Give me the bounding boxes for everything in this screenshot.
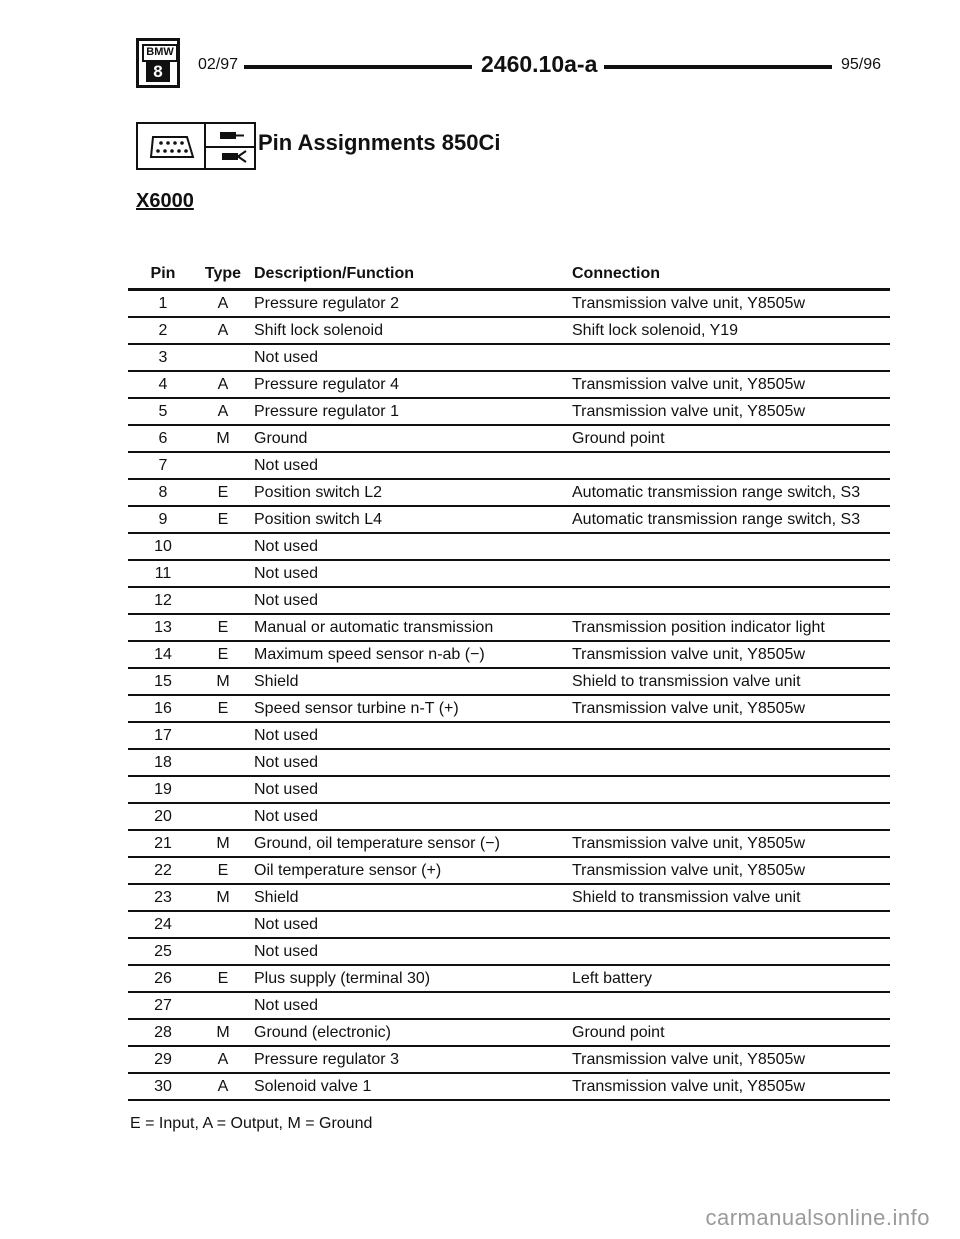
cell-type: E [217, 700, 229, 717]
cell-pin: 9 [158, 511, 168, 528]
cell-pin: 23 [154, 889, 172, 906]
cell-description: Not used [254, 349, 319, 366]
cell-connection: Shield to transmission valve unit [572, 889, 801, 906]
cell-description: Plus supply (terminal 30) [254, 970, 431, 987]
cell-description: Shield [254, 673, 299, 690]
cell-type: A [217, 403, 229, 420]
cell-connection: Ground point [572, 430, 665, 447]
cell-description: Shift lock solenoid [254, 322, 383, 339]
cell-connection: Automatic transmission range switch, S3 [572, 511, 861, 528]
cell-connection: Transmission valve unit, Y8505w [572, 646, 805, 663]
cell-pin: 10 [154, 538, 172, 555]
table-row [128, 696, 890, 723]
table-row [128, 912, 890, 939]
cell-pin: 7 [158, 457, 168, 474]
cell-pin: 24 [154, 916, 172, 933]
cell-type: M [216, 430, 230, 447]
cell-description: Not used [254, 727, 319, 744]
table-row [128, 993, 890, 1020]
table-row [128, 966, 890, 993]
table-row [128, 318, 890, 345]
cell-description: Pressure regulator 3 [254, 1051, 399, 1068]
table-row [128, 642, 890, 669]
cell-pin: 26 [154, 970, 172, 987]
table-row [128, 939, 890, 966]
cell-pin: 21 [154, 835, 172, 852]
cell-pin: 14 [154, 646, 172, 663]
cell-connection: Transmission valve unit, Y8505w [572, 700, 805, 717]
cell-description: Not used [254, 754, 319, 771]
cell-description: Ground [254, 430, 308, 447]
table-row [128, 777, 890, 804]
table-header [128, 262, 890, 291]
cell-description: Not used [254, 565, 319, 582]
cell-pin: 3 [158, 349, 168, 366]
cell-description: Ground (electronic) [254, 1024, 391, 1041]
cell-type: M [216, 889, 230, 906]
cell-pin: 28 [154, 1024, 172, 1041]
bmw-8-series-logo [136, 38, 180, 88]
cell-pin: 11 [154, 565, 172, 582]
cell-connection: Transmission valve unit, Y8505w [572, 1078, 805, 1095]
cell-pin: 17 [154, 727, 172, 744]
table-row [128, 453, 890, 480]
cell-pin: 6 [158, 430, 168, 447]
cell-connection: Left battery [572, 970, 653, 987]
model-years: 95/96 [840, 56, 881, 73]
cell-description: Pressure regulator 1 [254, 403, 399, 420]
cell-pin: 1 [158, 295, 168, 312]
table-row [128, 831, 890, 858]
cell-connection: Transmission valve unit, Y8505w [572, 295, 805, 312]
cell-type: A [217, 1051, 229, 1068]
table-row [128, 885, 890, 912]
cell-connection: Transmission valve unit, Y8505w [572, 403, 805, 420]
cell-pin: 20 [154, 808, 172, 825]
table-row [128, 291, 890, 318]
header-rule-right [604, 65, 832, 69]
table-row [128, 723, 890, 750]
cell-connection: Ground point [572, 1024, 665, 1041]
cell-type: E [217, 646, 229, 663]
header-pin: Pin [150, 265, 176, 282]
cell-pin: 25 [154, 943, 172, 960]
cell-connection: Transmission position indicator light [572, 619, 825, 636]
cell-description: Not used [254, 997, 319, 1014]
cell-pin: 5 [158, 403, 168, 420]
cell-pin: 29 [154, 1051, 172, 1068]
table-row [128, 372, 890, 399]
header-date: 02/97 [198, 56, 239, 73]
pin-assignment-table [128, 262, 890, 1101]
page-title: Pin Assignments 850Ci [258, 130, 501, 155]
cell-type: A [217, 376, 229, 393]
cell-description: Position switch L2 [254, 484, 383, 501]
cell-connection: Transmission valve unit, Y8505w [572, 1051, 805, 1068]
cell-type: A [217, 322, 229, 339]
table-row [128, 588, 890, 615]
cell-type: M [216, 835, 230, 852]
table-row [128, 615, 890, 642]
legend-footnote: E = Input, A = Output, M = Ground [130, 1115, 373, 1132]
cell-type: E [217, 619, 229, 636]
watermark: carmanualsonline.info [705, 1205, 930, 1230]
cell-description: Manual or automatic transmission [254, 619, 494, 636]
table-row [128, 480, 890, 507]
connector-icon [136, 122, 206, 170]
page-header [136, 38, 881, 92]
table-row [128, 507, 890, 534]
table-row [128, 345, 890, 372]
cell-pin: 8 [158, 484, 168, 501]
table-row [128, 858, 890, 885]
table-row [128, 561, 890, 588]
cell-pin: 19 [154, 781, 172, 798]
header-type: Type [204, 265, 242, 282]
cell-description: Ground, oil temperature sensor (−) [254, 835, 500, 852]
header-description: Description/Function [254, 265, 414, 282]
table-row [128, 534, 890, 561]
cell-pin: 15 [154, 673, 172, 690]
table-row [128, 399, 890, 426]
cell-description: Solenoid valve 1 [254, 1078, 372, 1095]
cell-connection: Automatic transmission range switch, S3 [572, 484, 861, 501]
cell-description: Not used [254, 916, 319, 933]
cell-type: E [217, 511, 229, 528]
input-output-icon [206, 122, 256, 170]
cell-description: Not used [254, 943, 319, 960]
cell-description: Not used [254, 592, 319, 609]
cell-pin: 2 [158, 322, 168, 339]
cell-pin: 18 [154, 754, 172, 771]
cell-description: Maximum speed sensor n-ab (−) [254, 646, 485, 663]
cell-description: Pressure regulator 4 [254, 376, 399, 393]
cell-type: E [217, 862, 229, 879]
header-connection: Connection [572, 265, 660, 282]
cell-description: Shield [254, 889, 299, 906]
table-row [128, 1020, 890, 1047]
cell-description: Speed sensor turbine n-T (+) [254, 700, 459, 717]
cell-connection: Shield to transmission valve unit [572, 673, 801, 690]
cell-type: A [217, 1078, 229, 1095]
connector-id: X6000 [136, 190, 194, 212]
cell-description: Pressure regulator 2 [254, 295, 399, 312]
cell-pin: 12 [154, 592, 172, 609]
cell-pin: 13 [154, 619, 172, 636]
cell-pin: 22 [154, 862, 172, 879]
header-rule-left [244, 65, 472, 69]
cell-connection: Transmission valve unit, Y8505w [572, 862, 805, 879]
table-row [128, 1047, 890, 1074]
cell-description: Not used [254, 808, 319, 825]
cell-type: A [217, 295, 229, 312]
cell-pin: 27 [154, 997, 172, 1014]
cell-type: E [217, 484, 229, 501]
cell-type: M [216, 1024, 230, 1041]
cell-description: Position switch L4 [254, 511, 383, 528]
document-number: 2460.10a-a [481, 51, 598, 77]
table-row [128, 1074, 890, 1101]
cell-description: Oil temperature sensor (+) [254, 862, 442, 879]
cell-type: M [216, 673, 230, 690]
cell-connection: Transmission valve unit, Y8505w [572, 835, 805, 852]
table-row [128, 669, 890, 696]
cell-connection: Shift lock solenoid, Y19 [572, 322, 739, 339]
table-body [128, 291, 890, 1101]
cell-pin: 30 [154, 1078, 172, 1095]
cell-connection: Transmission valve unit, Y8505w [572, 376, 805, 393]
cell-description: Not used [254, 457, 319, 474]
cell-pin: 4 [158, 376, 168, 393]
cell-description: Not used [254, 781, 319, 798]
logo-brand: BMW [142, 44, 178, 62]
table-row [128, 426, 890, 453]
table-row [128, 750, 890, 777]
cell-type: E [217, 970, 229, 987]
cell-description: Not used [254, 538, 319, 555]
table-row [128, 804, 890, 831]
logo-series: 8 [146, 62, 170, 82]
cell-pin: 16 [154, 700, 172, 717]
